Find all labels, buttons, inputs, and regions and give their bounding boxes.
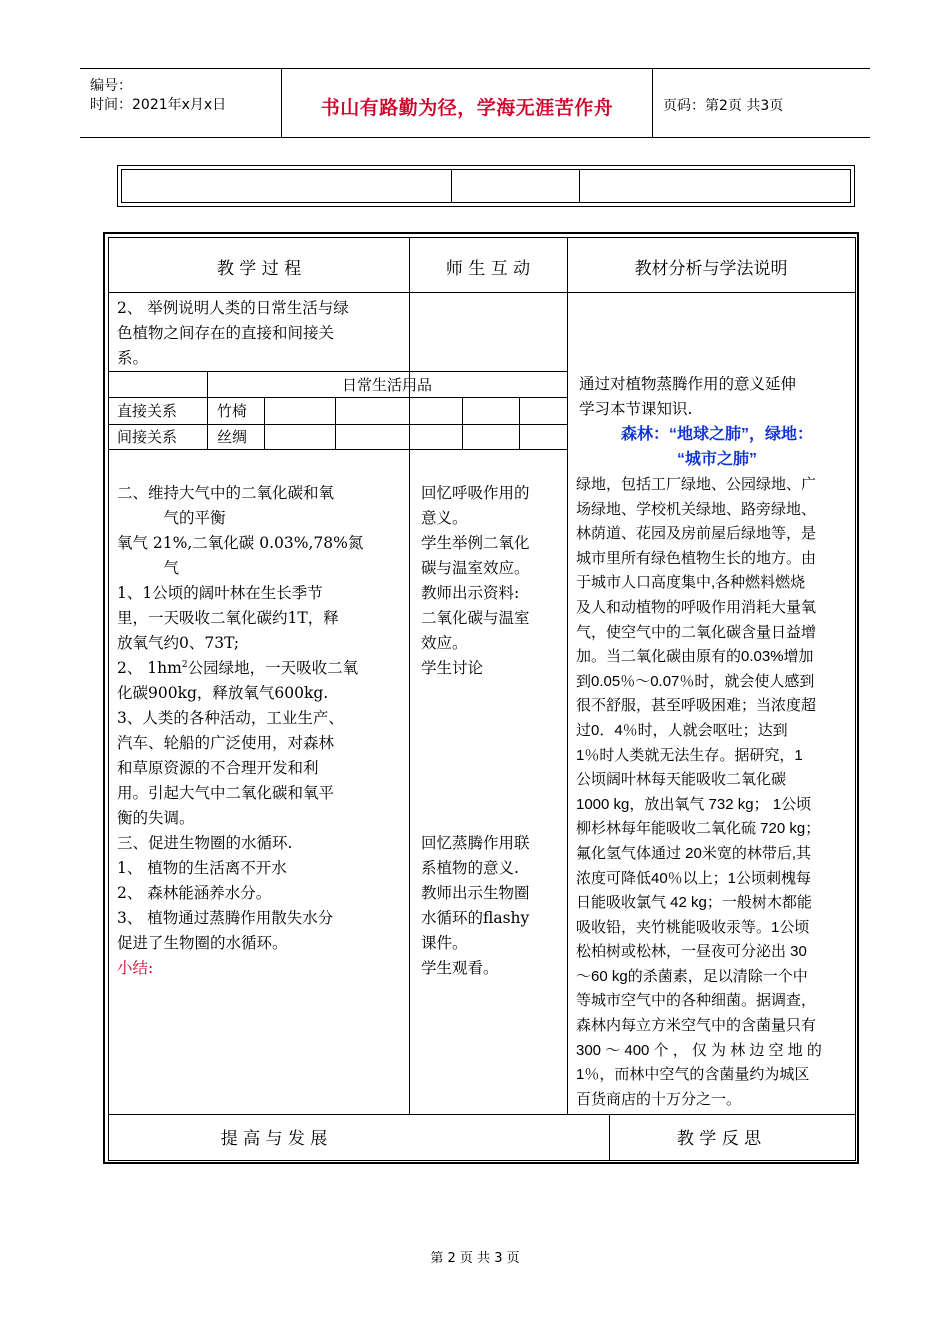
analysis-forest-heading (579, 423, 855, 472)
text-line: 百货商店的十万分之一。 (576, 1090, 742, 1108)
text-line: 气，使空气中的二氧化碳含量日益增 (576, 623, 817, 641)
text-line: “城市之肺” (676, 450, 757, 468)
text-line: 回忆蒸腾作用联 (421, 834, 530, 852)
direct-relation-item: 竹椅 (217, 402, 248, 420)
text-line: 意义。 (421, 509, 468, 527)
sub-col-divider (335, 397, 336, 449)
number-label: 编号： (90, 78, 132, 94)
text-line: 等城市空气中的各种细菌。据调查， (576, 992, 817, 1010)
indirect-relation-item: 丝绸 (217, 428, 248, 446)
text-line: 过0．4％时，人就会呕吐；达到 (576, 721, 788, 739)
summary-label: 小结: (117, 959, 154, 977)
text-line: 吸收铅，夹竹桃能吸收汞等。1公顷 (576, 918, 810, 936)
col-header-interaction: 师 生 互 动 (445, 259, 531, 279)
text-line: 1、1公顷的阔叶林在生长季节 (117, 584, 323, 602)
text-line: 效应。 (421, 634, 468, 652)
empty-table-divider (579, 169, 580, 203)
text-line: 森林内每立方米空气中的含菌量只有 (576, 1017, 817, 1035)
interaction-text-2 (421, 831, 563, 981)
text-line: 2、 森林能涵养水分。 (117, 884, 272, 902)
text-line: 和草原资源的不合理开发和利 (117, 759, 319, 777)
text-line: 绿地，包括工厂绿地、公园绿地、广 (576, 476, 817, 493)
process-text (117, 481, 409, 981)
text-line: 氟化氢气体通过 20米宽的林带后,其 (576, 844, 812, 862)
empty-info-table (117, 165, 855, 207)
text-line: 森林：“地球之肺”，绿地： (620, 426, 813, 443)
indirect-relation-label: 间接关系 (117, 428, 178, 446)
header-page-cell (653, 69, 870, 137)
document-header (80, 68, 870, 138)
item-2-text (117, 296, 409, 371)
analysis-text (576, 473, 854, 1112)
text-line: 气 (117, 559, 180, 577)
text-line: 碳与温室效应。 (421, 559, 530, 577)
text-line: 到0.05％～0.07％时，就会使人感到 (576, 672, 815, 690)
reflection-heading: 教 学 反 思 (676, 1129, 762, 1149)
empty-table-divider (451, 169, 452, 203)
text-line: 气的平衡 (117, 509, 226, 527)
text-line: 汽车、轮船的广泛使用，对森林 (117, 734, 335, 752)
col-divider (567, 238, 568, 1114)
text-line: 色植物之间存在的直接和间接关 (117, 324, 335, 342)
hm-superscript: 2 (181, 660, 188, 670)
text-line: 水循环的flashy (421, 909, 530, 927)
analysis-intro (579, 372, 855, 422)
text-line: 里，一天吸收二氧化碳约1T，释 (117, 609, 339, 627)
text-line: 松柏树或松林，一昼夜可分泌出 30 (576, 943, 807, 961)
interaction-text-1 (421, 481, 563, 681)
text-line: 用。引起大气中二氧化碳和氧平 (117, 784, 335, 802)
text-line-hm (117, 656, 409, 681)
text-line: 1、 植物的生活离不开水 (117, 859, 287, 877)
sub-col-divider (264, 397, 265, 449)
direct-relation-label: 直接关系 (117, 402, 178, 420)
row-divider (109, 449, 567, 450)
col-header-process: 教 学 过 程 (216, 259, 302, 279)
text-line: 柳杉林每年能吸收二氧化硫 720 kg； (576, 820, 821, 838)
text-line: 二、维持大气中的二氧化碳和氧 (117, 484, 335, 502)
text-line: 1％时人类就无法生存。据研究，1 (576, 746, 803, 764)
text-line: ～60 kg的杀菌素，足以清除一个中 (576, 967, 808, 985)
page-footer: 第 2 页 共 3 页 (430, 1251, 520, 1266)
time-label: 时间：2021年x月x日 (90, 97, 227, 113)
empty-info-table-inner (121, 169, 851, 203)
text-line: 3、人类的各种活动，工业生产、 (117, 709, 344, 727)
text-line: 促进了生物圈的水循环。 (117, 934, 288, 952)
text-line: 日能吸收氯气 42 kg；一般树木都能 (576, 894, 812, 912)
text-line: 学生观看。 (421, 959, 499, 977)
text-line: 及人和动植物的呼吸作用消耗大量氧 (576, 598, 817, 616)
text-line: 300 ～ 400 个 ， 仅 为 林 边 空 地 的 (576, 1041, 822, 1059)
text-line: 学习本节课知识. (579, 400, 693, 418)
sub-table-header: 日常生活用品 (341, 376, 432, 394)
text-line: 系。 (117, 349, 149, 367)
motto: 书山有路勤为径，学海无涯苦作舟 (320, 97, 614, 119)
text-line: 学生举例二氧化 (421, 534, 530, 552)
text-line: 城市里所有绿色植物生长的地方。由 (576, 549, 817, 567)
text-line: 加。当二氧化碳由原有的0.03%增加 (576, 648, 814, 666)
sub-col-divider (462, 397, 463, 449)
lesson-table (103, 232, 859, 1164)
header-motto-cell (282, 69, 653, 137)
text-line: 很不舒服，甚至呼吸困难；当浓度超 (576, 697, 817, 715)
row-divider (109, 1114, 855, 1115)
text-line: 回忆呼吸作用的 (421, 484, 530, 502)
text-line: 二氧化碳与温室 (421, 609, 530, 627)
row-divider (109, 292, 855, 293)
sub-col-divider (519, 397, 520, 449)
text-line: 林荫道、花园及房前屋后绿地等，是 (576, 525, 817, 543)
text-line: 于城市人口高度集中,各种燃料燃烧 (576, 574, 806, 592)
lesson-table-inner (108, 237, 856, 1161)
text-line: 系植物的意义. (421, 859, 519, 877)
text-line: 化碳900kg，释放氧气600kg. (117, 684, 329, 702)
text-line: 教师出示资料: (421, 584, 520, 602)
text-line: 通过对植物蒸腾作用的意义延伸 (579, 375, 797, 393)
text-line: 教师出示生物圈 (421, 884, 530, 902)
improvement-heading: 提 高 与 发 展 (220, 1129, 328, 1149)
text-line: 学生讨论 (421, 659, 484, 677)
text-line: 三、促进生物圈的水循环. (117, 834, 293, 852)
text-line: 课件。 (421, 934, 468, 952)
row-divider (109, 424, 567, 425)
text-line: 场绿地、学校机关绿地、路旁绿地、 (576, 500, 817, 518)
text-line: 衡的失调。 (117, 809, 195, 827)
text-line: 公顷阔叶林每天能吸收二氧化碳 (576, 771, 787, 789)
page-label: 页码：第2页 共3页 (663, 98, 784, 114)
col-header-analysis: 教材分析与学法说明 (634, 259, 788, 279)
hm-prefix: 2、 1hm (117, 659, 182, 677)
header-meta-cell (80, 69, 282, 137)
text-line: 1000 kg，放出氧气 732 kg； 1公顷 (576, 795, 812, 813)
text-line: 放氧气约0、73T; (117, 634, 240, 652)
row-divider (109, 371, 567, 372)
hm-suffix: 公园绿地，一天吸收二氧 (187, 659, 359, 677)
text-line: 浓度可降低40％以上；1公顷刺槐每 (576, 869, 812, 887)
text-line: 3、 植物通过蒸腾作用散失水分 (117, 909, 334, 927)
text-line: 氧气 21%,二氧化碳 0.03%,78%氮 (117, 534, 364, 552)
col-divider (409, 238, 410, 1114)
text-line: 1％，而林中空气的含菌量约为城区 (576, 1066, 810, 1084)
text-line: 2、 举例说明人类的日常生活与绿 (117, 299, 349, 317)
